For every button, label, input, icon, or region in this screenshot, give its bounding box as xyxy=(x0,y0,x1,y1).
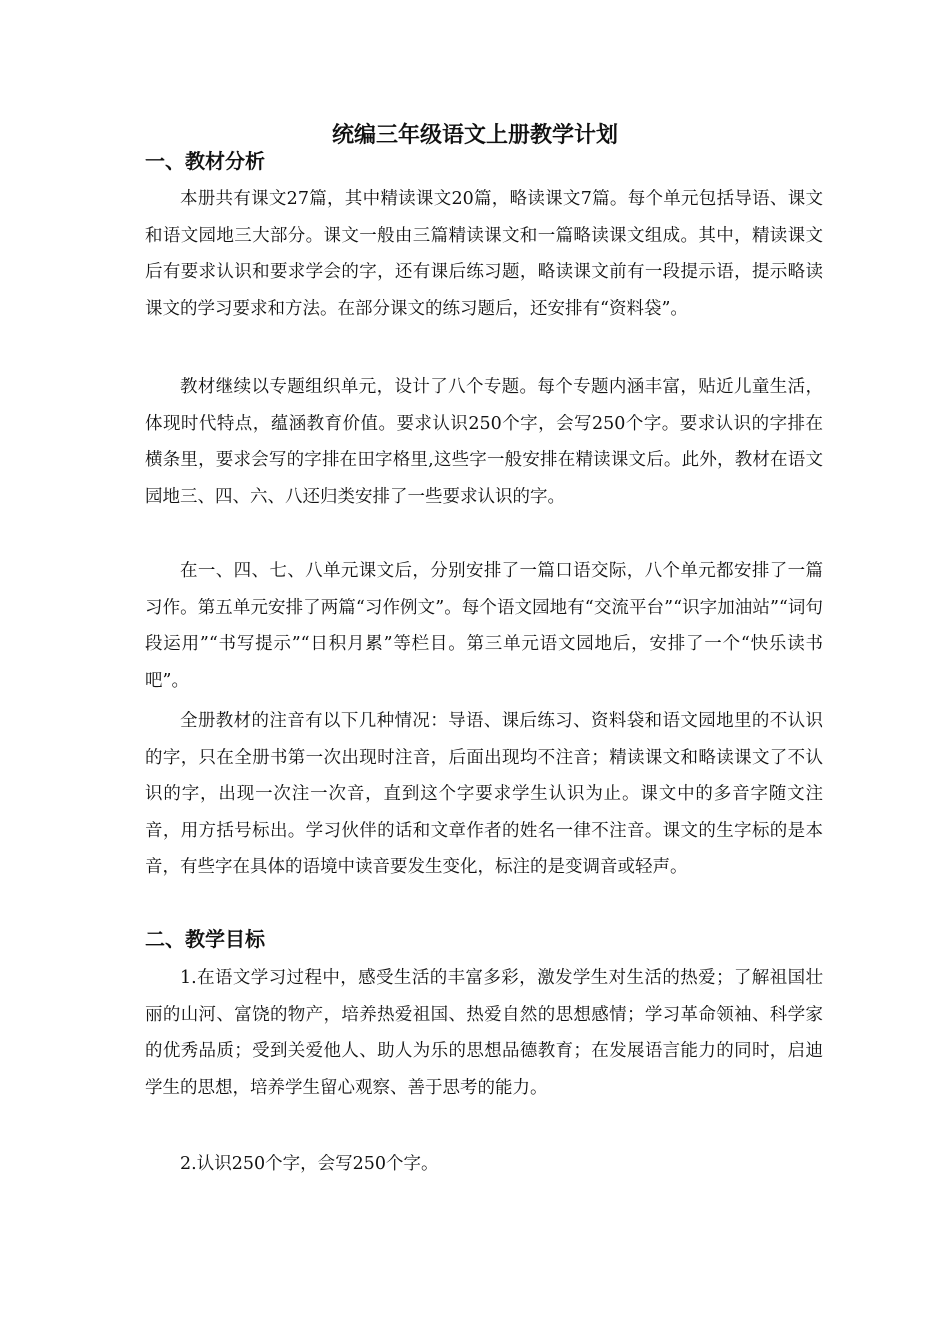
document-title: 统编三年级语文上册教学计划 xyxy=(331,123,618,148)
paragraph: 2.认识250个字，会写250个字。 xyxy=(180,1154,439,1174)
section-heading-teaching-goals: 二、教学目标 xyxy=(145,927,265,951)
paragraph: 1.在语文学习过程中，感受生活的丰富多彩，激发学生对生活的热爱；了解祖国壮丽的山河、富饶的物产，培养热爱祖国、热爱自然的思想感情；学习革命领袖、科学家的优秀品质；受到关爱他人、助人为乐的思想品德教育；在发展语言能力的同时，启迪学生的思想，培养学生留心观察、善于思考的能力。 xyxy=(145,968,823,1098)
paragraph: 在一、四、七、八单元课文后，分别安排了一篇口语交际，八个单元都安排了一篇习作。第五单元安排了两篇“习作例文”。每个语文园地有“交流平台”“识字加油站”“词句段运用”“书写提示”“日积月累”等栏目。第三单元语文园地后，安排了一个“快乐读书吧”。 xyxy=(145,561,823,691)
paragraph: 全册教材的注音有以下几种情况：导语、课后练习、资料袋和语文园地里的不认识的字，只在全册书第一次出现时注音，后面出现均不注音；精读课文和略读课文了不认识的字，出现一次注一次音，直到这个字要求学生认识为止。课文中的多音字随文注音，用方括号标出。学习伙伴的话和文章作者的姓名一律不注音。课文的生字标的是本音，有些字在具体的语境中读音要发生变化，标注的是变调音或轻声。 xyxy=(145,711,823,877)
section-heading-textbook-analysis: 一、教材分析 xyxy=(145,149,265,173)
paragraph: 本册共有课文27篇，其中精读课文20篇，略读课文7篇。每个单元包括导语、课文和语文园地三大部分。课文一般由三篇精读课文和一篇略读课文组成。其中，精读课文后有要求认识和要求学会的字，还有课后练习题，略读课文前有一段提示语，提示略读课文的学习要求和方法。在部分课文的练习题后，还安排有“资料袋”。 xyxy=(145,189,823,319)
paragraph: 教材继续以专题组织单元，设计了八个专题。每个专题内涵丰富，贴近儿童生活，体现时代特点，蕴涵教育价值。要求认识250个字，会写250个字。要求认识的字排在横条里，要求会写的字排在田字格里,这些字一般安排在精读课文后。此外，教材在语文园地三、四、六、八还归类安排了一些要求认识的字。 xyxy=(145,377,823,507)
